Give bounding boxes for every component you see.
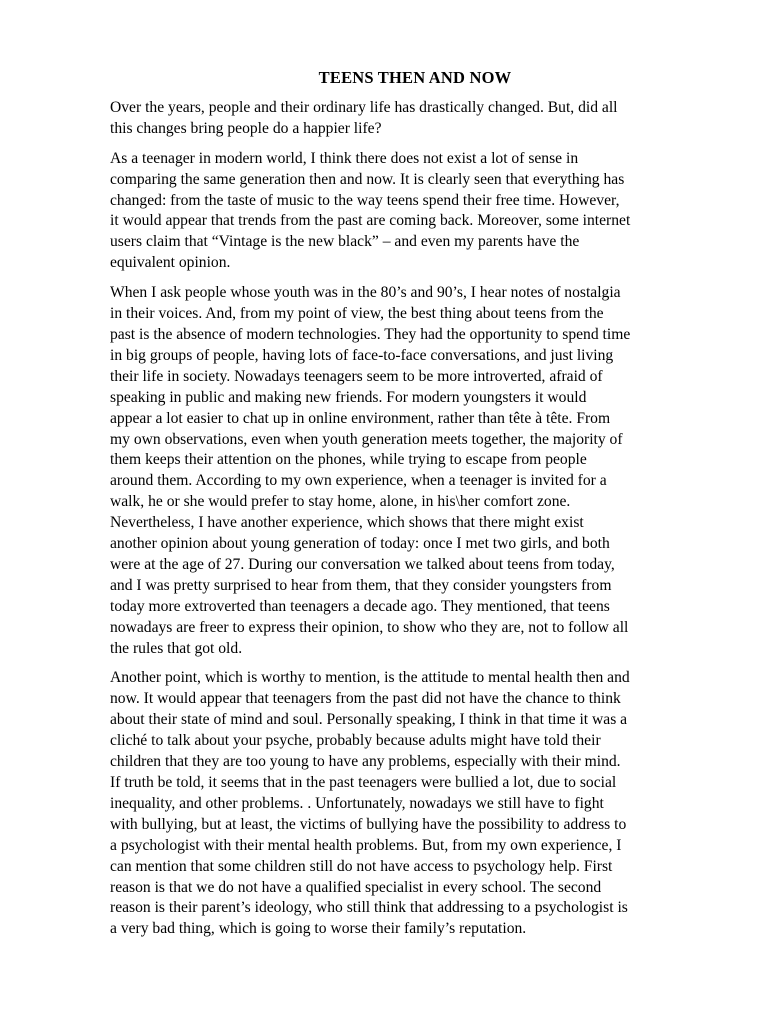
text-line: appear a lot easier to chat up in online environment, rather than tête à tête. From (110, 409, 611, 427)
text-line: with bullying, but at least, the victims of bullying have the possibility to address to (110, 815, 627, 833)
text-line: were at the age of 27. During our conversation we talked about teens from today, (110, 555, 615, 573)
text-line: can mention that some children still do not have access to psychology help. First (110, 857, 613, 875)
text-line: cliché to talk about your psyche, probably because adults might have told their (110, 732, 601, 750)
text-line: equivalent opinion. (110, 254, 231, 272)
text-line: now. It would appear that teenagers from the past did not have the chance to think (110, 690, 621, 708)
text-line: inequality, and other problems. . Unfortunately, nowadays we still have to fight (110, 794, 604, 812)
text-line: reason is their parent’s ideology, who still think that addressing to a psychologist is (110, 899, 628, 917)
text-line: If truth be told, it seems that in the past teenagers were bullied a lot, due to social (110, 774, 617, 791)
text-line: about their state of mind and soul. Personally speaking, I think in that time it was a (110, 711, 628, 729)
text-line: the rules that got old. (110, 639, 243, 657)
text-line: it would appear that trends from the past are coming back. Moreover, some internet (110, 212, 631, 230)
text-line: Over the years, people and their ordinary life has drastically changed. But, did all (110, 98, 618, 116)
document-page (110, 68, 720, 949)
text-line: walk, he or she would prefer to stay home, alone, in his\her comfort zone. (110, 493, 571, 511)
text-line: around them. According to my own experience, when a teenager is invited for a (110, 472, 607, 490)
text-line: speaking in public and making new friends. For modern youngsters it would (110, 388, 587, 406)
text-line: past is the absence of modern technologies. They had the opportunity to spend time (110, 325, 631, 343)
text-line: a psychologist with their mental health problems. But, from my own experience, I (110, 836, 622, 854)
text-line: them keeps their attention on the phones, while trying to escape from people (110, 451, 587, 469)
text-line: my own observations, even when youth generation meets together, the majority of (110, 430, 623, 448)
text-line: Nevertheless, I have another experience, which shows that there might exist (110, 514, 584, 532)
document-title: TEENS THEN AND NOW (318, 68, 512, 87)
text-line: children that they are too young to have any problems, especially with their mind. (110, 753, 621, 771)
text-line: changed: from the taste of music to the way teens spend their free time. However, (110, 191, 620, 209)
text-line: this changes bring people do a happier life? (110, 119, 382, 137)
document-body (110, 98, 720, 940)
text-line: today more extroverted than teenagers a decade ago. They mentioned, that teens (110, 597, 610, 615)
text-line: nowadays are freer to express their opinion, to show who they are, not to follow all (110, 618, 629, 636)
text-line: When I ask people whose youth was in the 80’s and 90’s, I hear notes of nostalgia (110, 284, 621, 302)
paragraph-4 (110, 668, 720, 940)
text-line: As a teenager in modern world, I think there does not exist a lot of sense in (110, 149, 579, 167)
paragraph-1 (110, 98, 720, 140)
text-line: and I was pretty surprised to hear from them, that they consider youngsters from (110, 576, 612, 594)
text-line: a very bad thing, which is going to worse their family’s reputation. (110, 920, 527, 938)
paragraph-3 (110, 283, 720, 659)
text-line: reason is that we do not have a qualified specialist in every school. The second (110, 878, 602, 896)
text-line: their life in society. Nowadays teenagers seem to be more introverted, afraid of (110, 367, 603, 385)
text-line: in big groups of people, having lots of face-to-face conversations, and just living (110, 346, 614, 364)
text-line: Another point, which is worthy to mention, is the attitude to mental health then and (110, 669, 630, 687)
paragraph-2 (110, 149, 720, 274)
text-line: users claim that “Vintage is the new black” – and even my parents have the (110, 233, 580, 251)
text-line: in their voices. And, from my point of view, the best thing about teens from the (110, 305, 604, 323)
text-line: another opinion about young generation of today: once I met two girls, and both (110, 535, 610, 553)
text-line: comparing the same generation then and now. It is clearly seen that everything has (110, 170, 625, 188)
